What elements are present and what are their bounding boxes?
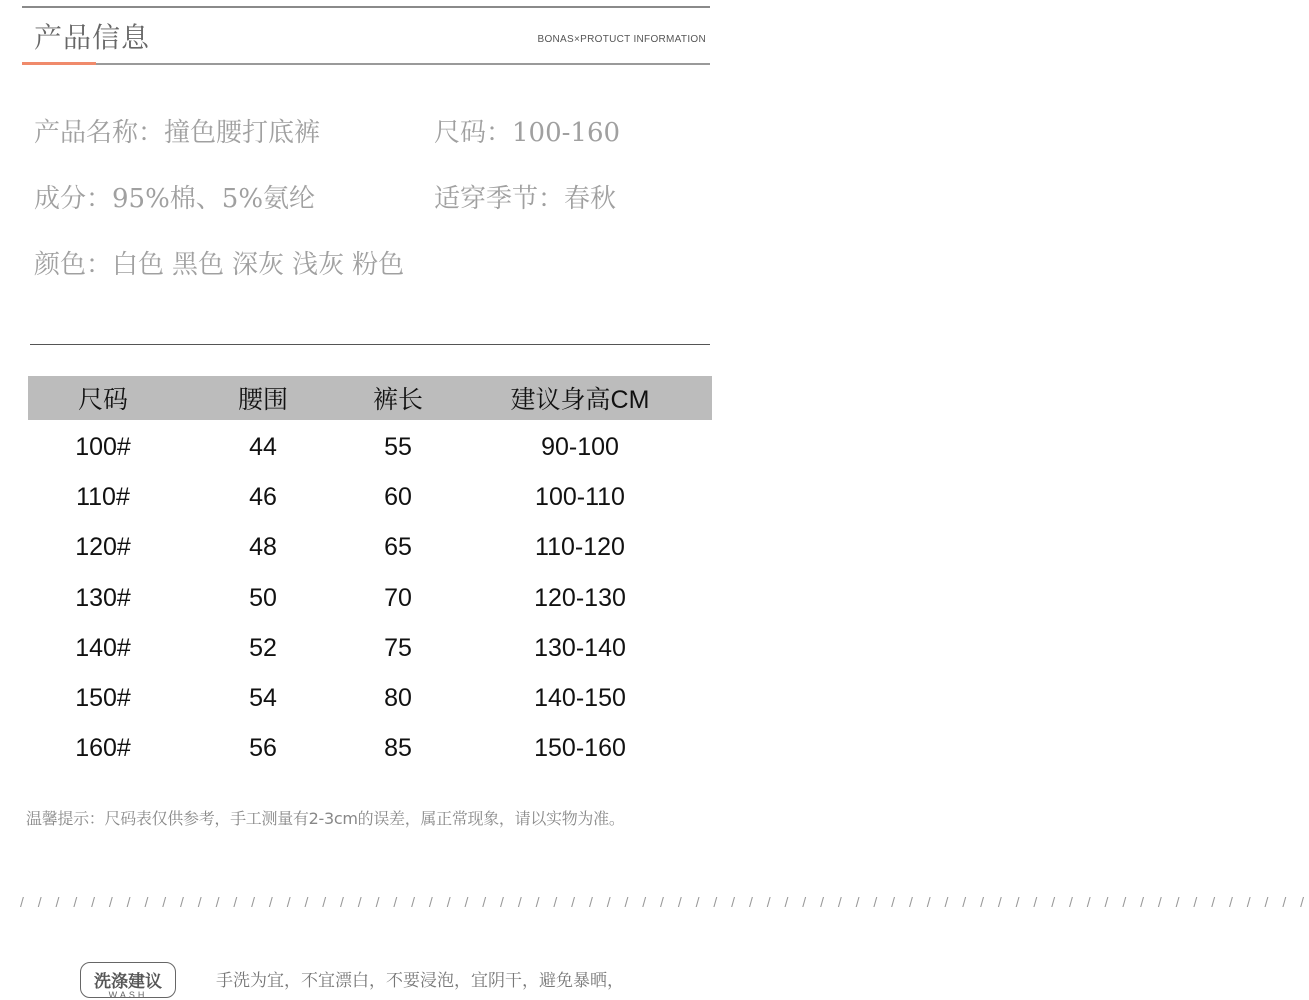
size-table (28, 376, 712, 774)
top-rule (22, 6, 710, 8)
cell-size: 110# (76, 482, 130, 511)
wash-badge-subtitle: WASH (108, 990, 148, 1000)
cell-waist: 52 (249, 633, 277, 662)
cell-size: 160# (75, 734, 131, 763)
table-row (28, 523, 712, 573)
wash-instructions: 手洗为宜，不宜漂白，不要浸泡，宜阴干，避免暴晒， (216, 971, 624, 991)
product-name: 产品名称：撞色腰打底裤 (34, 118, 321, 148)
cell-size: 140# (75, 633, 131, 662)
cell-waist: 50 (249, 583, 277, 612)
table-row (28, 673, 712, 723)
cell-waist: 44 (249, 432, 277, 461)
cell-height: 130-140 (534, 633, 626, 662)
header-waist: 腰围 (237, 386, 288, 414)
cell-waist: 54 (249, 684, 277, 713)
table-row (28, 724, 712, 774)
cell-size: 130# (75, 583, 131, 612)
table-row (28, 422, 712, 472)
cell-waist: 56 (249, 734, 277, 763)
cell-height: 120-130 (534, 583, 626, 612)
section-title: 产品信息 (34, 21, 151, 54)
cell-height: 150-160 (534, 734, 626, 763)
wash-badge (80, 962, 176, 998)
cell-length: 80 (384, 684, 412, 713)
size-notice: 温馨提示：尺码表仅供参考，手工测量有2-3cm的误差，属正常现象，请以实物为准。 (26, 809, 625, 828)
table-header (28, 376, 712, 420)
cell-height: 90-100 (541, 432, 619, 461)
cell-waist: 48 (249, 533, 277, 562)
product-size-range: 尺码：100-160 (434, 118, 621, 148)
cell-length: 55 (384, 432, 412, 461)
color-option: 深灰 (232, 250, 285, 280)
slash-divider: / / / / / / / / / / / / / / / / / / / / / / / / / / / / / / / / / / / / / / / / / / / / / / / / / / / / / / / / / / / / / / / / / / / / / / / / / (20, 894, 1309, 910)
cell-length: 70 (384, 583, 412, 612)
table-row (28, 573, 712, 623)
table-body (28, 420, 712, 774)
cell-length: 85 (384, 734, 412, 763)
header-size: 尺码 (77, 386, 128, 414)
wash-badge-title: 洗涤建议 (94, 972, 162, 992)
cell-height: 100-110 (535, 482, 625, 511)
product-season: 适穿季节：春秋 (434, 184, 617, 214)
cell-length: 65 (384, 533, 412, 562)
table-row (28, 472, 712, 522)
cell-length: 75 (384, 633, 412, 662)
section-subtitle: BONAS×PROTUCT INFORMATION (537, 34, 706, 45)
cell-height: 140-150 (534, 684, 626, 713)
header-length: 裤长 (372, 386, 423, 414)
title-rule (96, 63, 710, 65)
cell-height: 110-120 (535, 533, 625, 562)
section-divider (30, 344, 710, 345)
title-accent-bar (22, 62, 96, 65)
cell-waist: 46 (249, 482, 277, 511)
cell-size: 100# (75, 432, 131, 461)
table-row (28, 623, 712, 673)
product-material: 成分：95%棉、5%氨纶 (34, 184, 316, 214)
cell-size: 150# (75, 684, 131, 713)
product-colors (34, 244, 412, 281)
color-option: 浅灰 (292, 250, 345, 280)
color-option: 粉色 (352, 250, 405, 280)
colors-label: 颜色： (34, 250, 113, 280)
color-option: 白色 (112, 250, 165, 280)
header-height: 建议身高CM (510, 386, 650, 414)
cell-size: 120# (75, 533, 131, 562)
cell-length: 60 (384, 482, 412, 511)
color-option: 黑色 (172, 250, 225, 280)
